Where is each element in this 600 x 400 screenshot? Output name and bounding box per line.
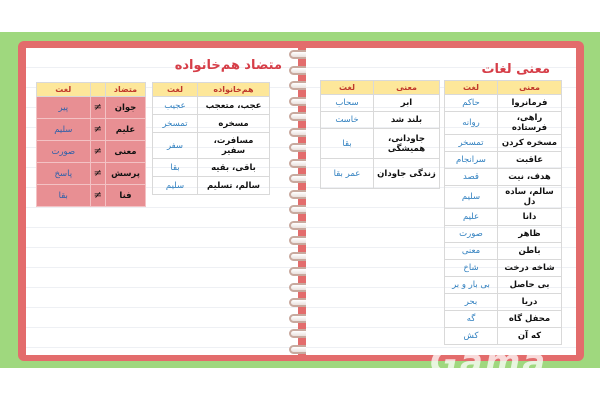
table-row (445, 95, 562, 112)
meanings2-header-meaning: معنی (374, 81, 440, 95)
meaning-value: روانه (445, 112, 498, 135)
meaning2-word: بلند شد (374, 112, 440, 129)
meaning-value: معنی (445, 243, 498, 260)
opposites-header-sign (90, 83, 105, 97)
family-word: سلیم (153, 177, 198, 195)
meanings-header-meaning: معنی (498, 81, 562, 95)
meanings2-table (320, 80, 440, 189)
meaning-word: دانا (498, 209, 562, 226)
meaning-word: دریا (498, 294, 562, 311)
table-row (445, 311, 562, 328)
opposite-word-b: سلیم (37, 119, 91, 141)
table-row (153, 159, 270, 177)
meaning-word: راهی، فرستاده (498, 112, 562, 135)
meaning2-word: جاودانی، همیشگی (374, 129, 440, 159)
family-words: مسخره (198, 115, 270, 133)
family-title-text: هم‌خانواده (174, 58, 240, 73)
meaning-value: گه (445, 311, 498, 328)
meaning2-value: بقا (321, 129, 374, 159)
opposite-word-b: پاسخ (37, 163, 91, 185)
table-row (153, 133, 270, 159)
meanings-table (444, 80, 562, 345)
table-row (445, 152, 562, 169)
table-row (321, 129, 440, 159)
family-word: تمسخر (153, 115, 198, 133)
family-word: سفر (153, 133, 198, 159)
meaning-word: محفل گاه (498, 311, 562, 328)
watermark-logo: Gama (430, 342, 548, 382)
family-words: مسافرت، سفیر (198, 133, 270, 159)
table-row (321, 95, 440, 112)
meanings-title: معنی لغات (481, 62, 550, 77)
table-row (445, 186, 562, 209)
table-row (445, 277, 562, 294)
opposite-word-a: جوان (106, 97, 146, 119)
left-page (26, 48, 298, 355)
opposite-word-a: علیم (106, 119, 146, 141)
meaning-word: فرمانروا (498, 95, 562, 112)
family-table (152, 82, 270, 195)
opposite-word-b: پیر (37, 97, 91, 119)
table-row (153, 97, 270, 115)
family-word: عجیب (153, 97, 198, 115)
not-equal-sign: ≠ (90, 141, 105, 163)
opposite-word-a: پرسش (106, 163, 146, 185)
table-row (445, 169, 562, 186)
table-row (37, 97, 146, 119)
meaning-value: سلیم (445, 186, 498, 209)
meanings-header-word: لغت (445, 81, 498, 95)
meaning-word: باطن (498, 243, 562, 260)
not-equal-sign: ≠ (90, 163, 105, 185)
meaning-value: شاخ (445, 260, 498, 277)
meaning-value: قصد (445, 169, 498, 186)
table-row (445, 243, 562, 260)
table-row (321, 112, 440, 129)
meaning-value: صورت (445, 226, 498, 243)
family-word: بقا (153, 159, 198, 177)
table-row (445, 226, 562, 243)
table-row (445, 112, 562, 135)
not-equal-sign: ≠ (90, 185, 105, 207)
table-row (37, 163, 146, 185)
opposite-word-a: فنا (106, 185, 146, 207)
meaning-value: بی بار و بر (445, 277, 498, 294)
opposite-word-b: صورت (37, 141, 91, 163)
table-row (445, 209, 562, 226)
not-equal-sign: ≠ (90, 119, 105, 141)
family-words: سالم، تسلیم (198, 177, 270, 195)
family-words: عجب، متعجب (198, 97, 270, 115)
opposites-header-word: لغت (37, 83, 91, 97)
meanings2-header-word: لغت (321, 81, 374, 95)
table-row (37, 185, 146, 207)
right-page (306, 48, 576, 355)
table-row (153, 115, 270, 133)
opposites-title: متضاد (244, 58, 282, 73)
meaning-value: سرانجام (445, 152, 498, 169)
meaning2-value: سحاب (321, 95, 374, 112)
meaning-value: حاکم (445, 95, 498, 112)
table-row (37, 141, 146, 163)
meaning2-value: خاست (321, 112, 374, 129)
meaning-word: شاخه درخت (498, 260, 562, 277)
meaning2-word: ابر (374, 95, 440, 112)
meaning-word: که آن (498, 328, 562, 345)
family-header-family: هم‌خانواده (198, 83, 270, 97)
table-row (321, 159, 440, 189)
meaning2-value: عمر بقا (321, 159, 374, 189)
opposite-word-b: بقا (37, 185, 91, 207)
meaning-word: مسخره کردن (498, 135, 562, 152)
meaning-value: تمسخر (445, 135, 498, 152)
meaning-word: سالم، ساده دل (498, 186, 562, 209)
opposite-word-a: معنی (106, 141, 146, 163)
meaning-value: علیم (445, 209, 498, 226)
family-words: باقی، بقیه (198, 159, 270, 177)
family-title (175, 58, 240, 73)
meaning-word: هدف، نیت (498, 169, 562, 186)
table-row (445, 294, 562, 311)
family-header-word: لغت (153, 83, 198, 97)
meaning2-word: زندگی جاودان (374, 159, 440, 189)
not-equal-sign: ≠ (90, 97, 105, 119)
table-row (37, 119, 146, 141)
meaning-value: کش (445, 328, 498, 345)
opposites-header-opp: متضاد (106, 83, 146, 97)
meaning-word: عاقبت (498, 152, 562, 169)
meaning-word: ظاهر (498, 226, 562, 243)
meaning-word: بی حاصل (498, 277, 562, 294)
table-row (153, 177, 270, 195)
table-row (445, 260, 562, 277)
opposites-table (36, 82, 146, 207)
table-row (445, 135, 562, 152)
meaning-value: بحر (445, 294, 498, 311)
